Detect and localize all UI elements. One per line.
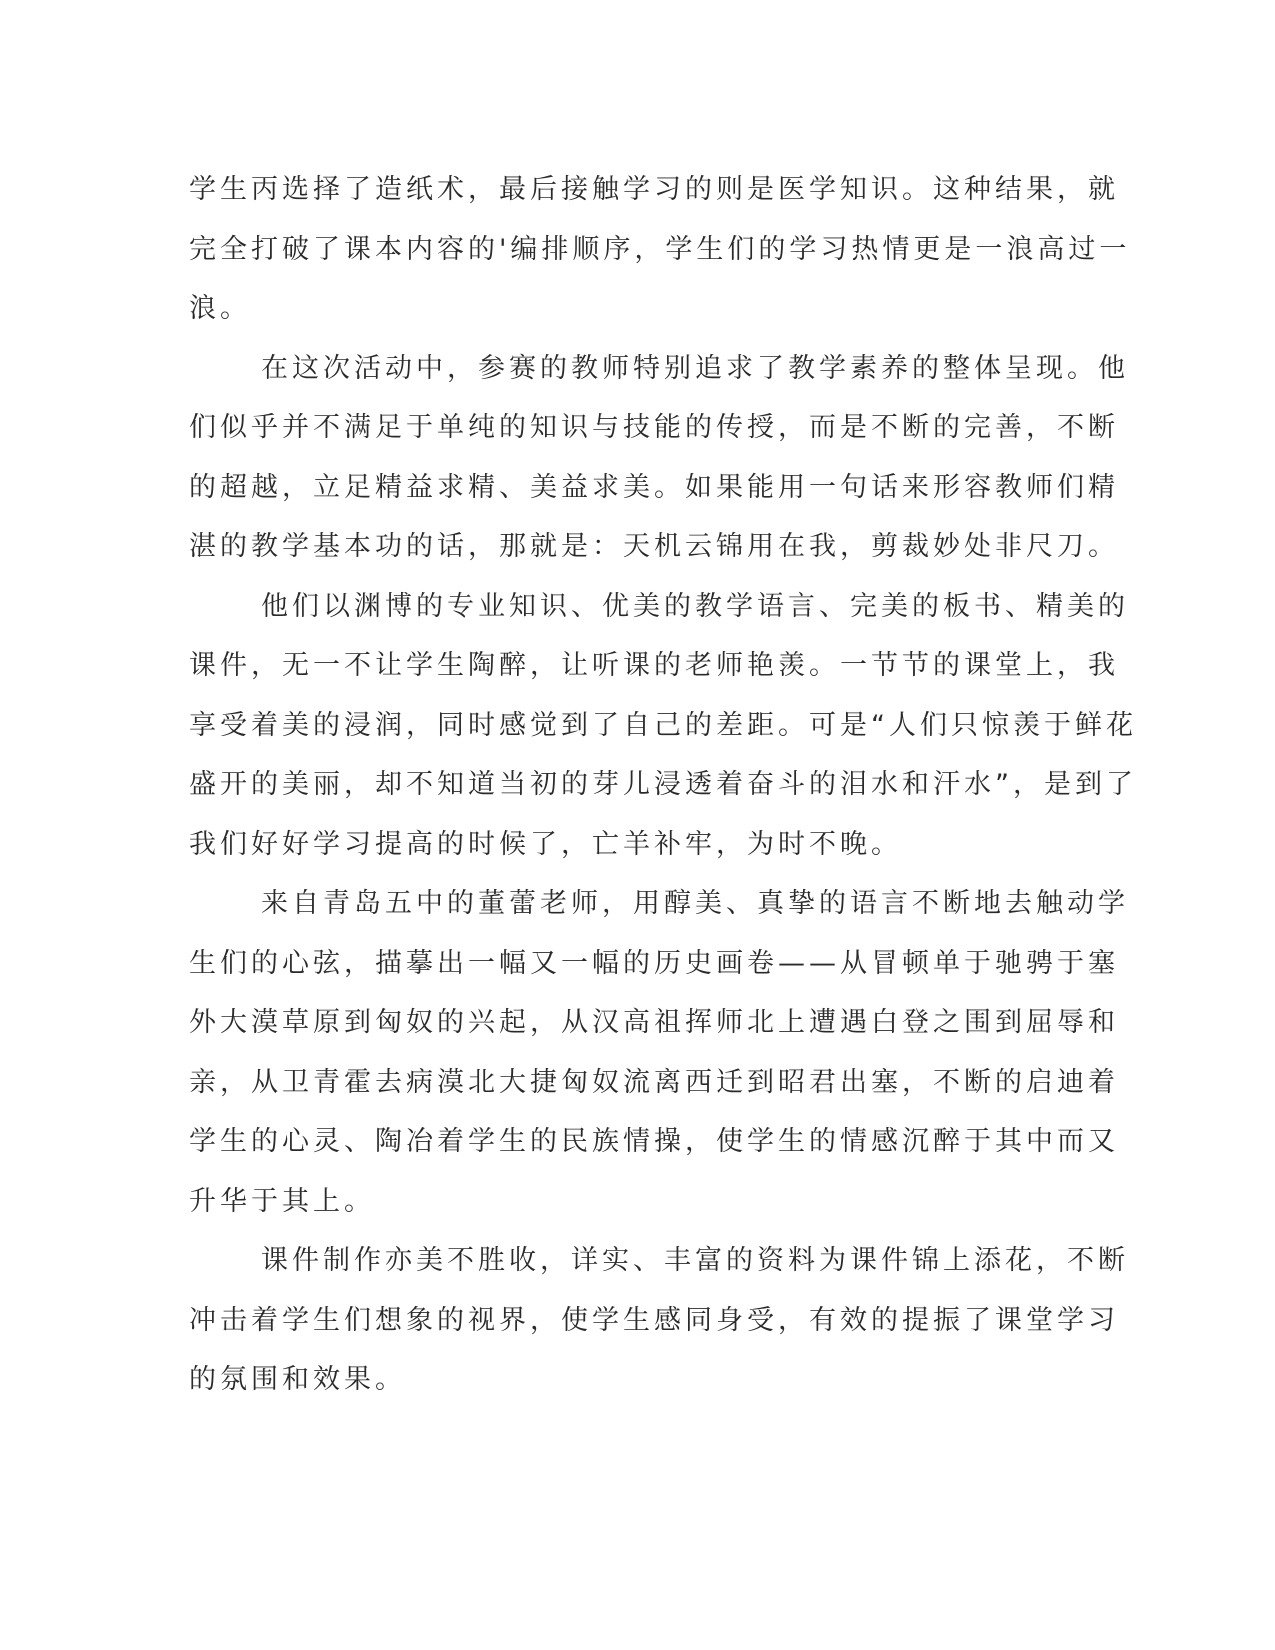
paragraph: [189, 874, 1129, 1231]
text-line: 浪。: [189, 293, 251, 324]
paragraph: [189, 1231, 1129, 1410]
text-line: 冲击着学生们想象的视界，使学生感同身受，有效的提振了课堂学习: [189, 1304, 1119, 1336]
text-line: 来自青岛五中的董蕾老师，用醇美、真挚的语言不断地去触动学: [261, 888, 1129, 919]
text-line: 学生丙选择了造纸术，最后接触学习的则是医学知识。这种结果，就: [189, 174, 1119, 205]
text-line: 在这次活动中，参赛的教师特别追求了教学素养的整体呈现。他: [261, 352, 1129, 384]
text-line: 课件，无一不让学生陶醉，让听课的老师艳羡。一节节的课堂上，我: [189, 650, 1119, 681]
text-line: 课件制作亦美不胜收，详实、丰富的资料为课件锦上添花，不断: [261, 1245, 1129, 1276]
text-line: 亲，从卫青霍去病漠北大捷匈奴流离西迁到昭君出塞，不断的启迪着: [189, 1066, 1119, 1098]
paragraph: [189, 577, 1137, 875]
paragraph: [189, 160, 1131, 339]
paragraph: [189, 339, 1129, 577]
text-line: 们似乎并不满足于单纯的知识与技能的传授，而是不断的完善，不断: [189, 412, 1119, 443]
text-line: 升华于其上。: [189, 1185, 375, 1217]
document-body: [189, 160, 1137, 1410]
text-line: 盛开的美丽，却不知道当初的芽儿浸透着奋斗的泪水和汗水”，是到了: [189, 769, 1137, 800]
text-line: 外大漠草原到匈奴的兴起，从汉高祖挥师北上遭遇白登之围到屈辱和: [189, 1007, 1119, 1038]
text-line: 学生的心灵、陶冶着学生的民族情操，使学生的情感沉醉于其中而又: [189, 1126, 1119, 1157]
text-line: 享受着美的浸润，同时感觉到了自己的差距。可是“人们只惊羡于鲜花: [189, 709, 1137, 741]
text-line: 的超越，立足精益求精、美益求美。如果能用一句话来形容教师们精: [189, 471, 1119, 503]
text-line: 完全打破了课本内容的'编排顺序，学生们的学习热情更是一浪高过一: [189, 233, 1131, 265]
text-line: 的氛围和效果。: [189, 1364, 406, 1395]
text-line: 他们以渊博的专业知识、优美的教学语言、完美的板书、精美的: [261, 590, 1129, 622]
text-line: 湛的教学基本功的话，那就是：天机云锦用在我，剪裁妙处非尺刀。: [189, 531, 1119, 562]
text-line: 生们的心弦，描摹出一幅又一幅的历史画卷——从冒顿单于驰骋于塞: [189, 947, 1119, 979]
text-line: 我们好好学习提高的时候了，亡羊补牢，为时不晚。: [189, 828, 902, 860]
